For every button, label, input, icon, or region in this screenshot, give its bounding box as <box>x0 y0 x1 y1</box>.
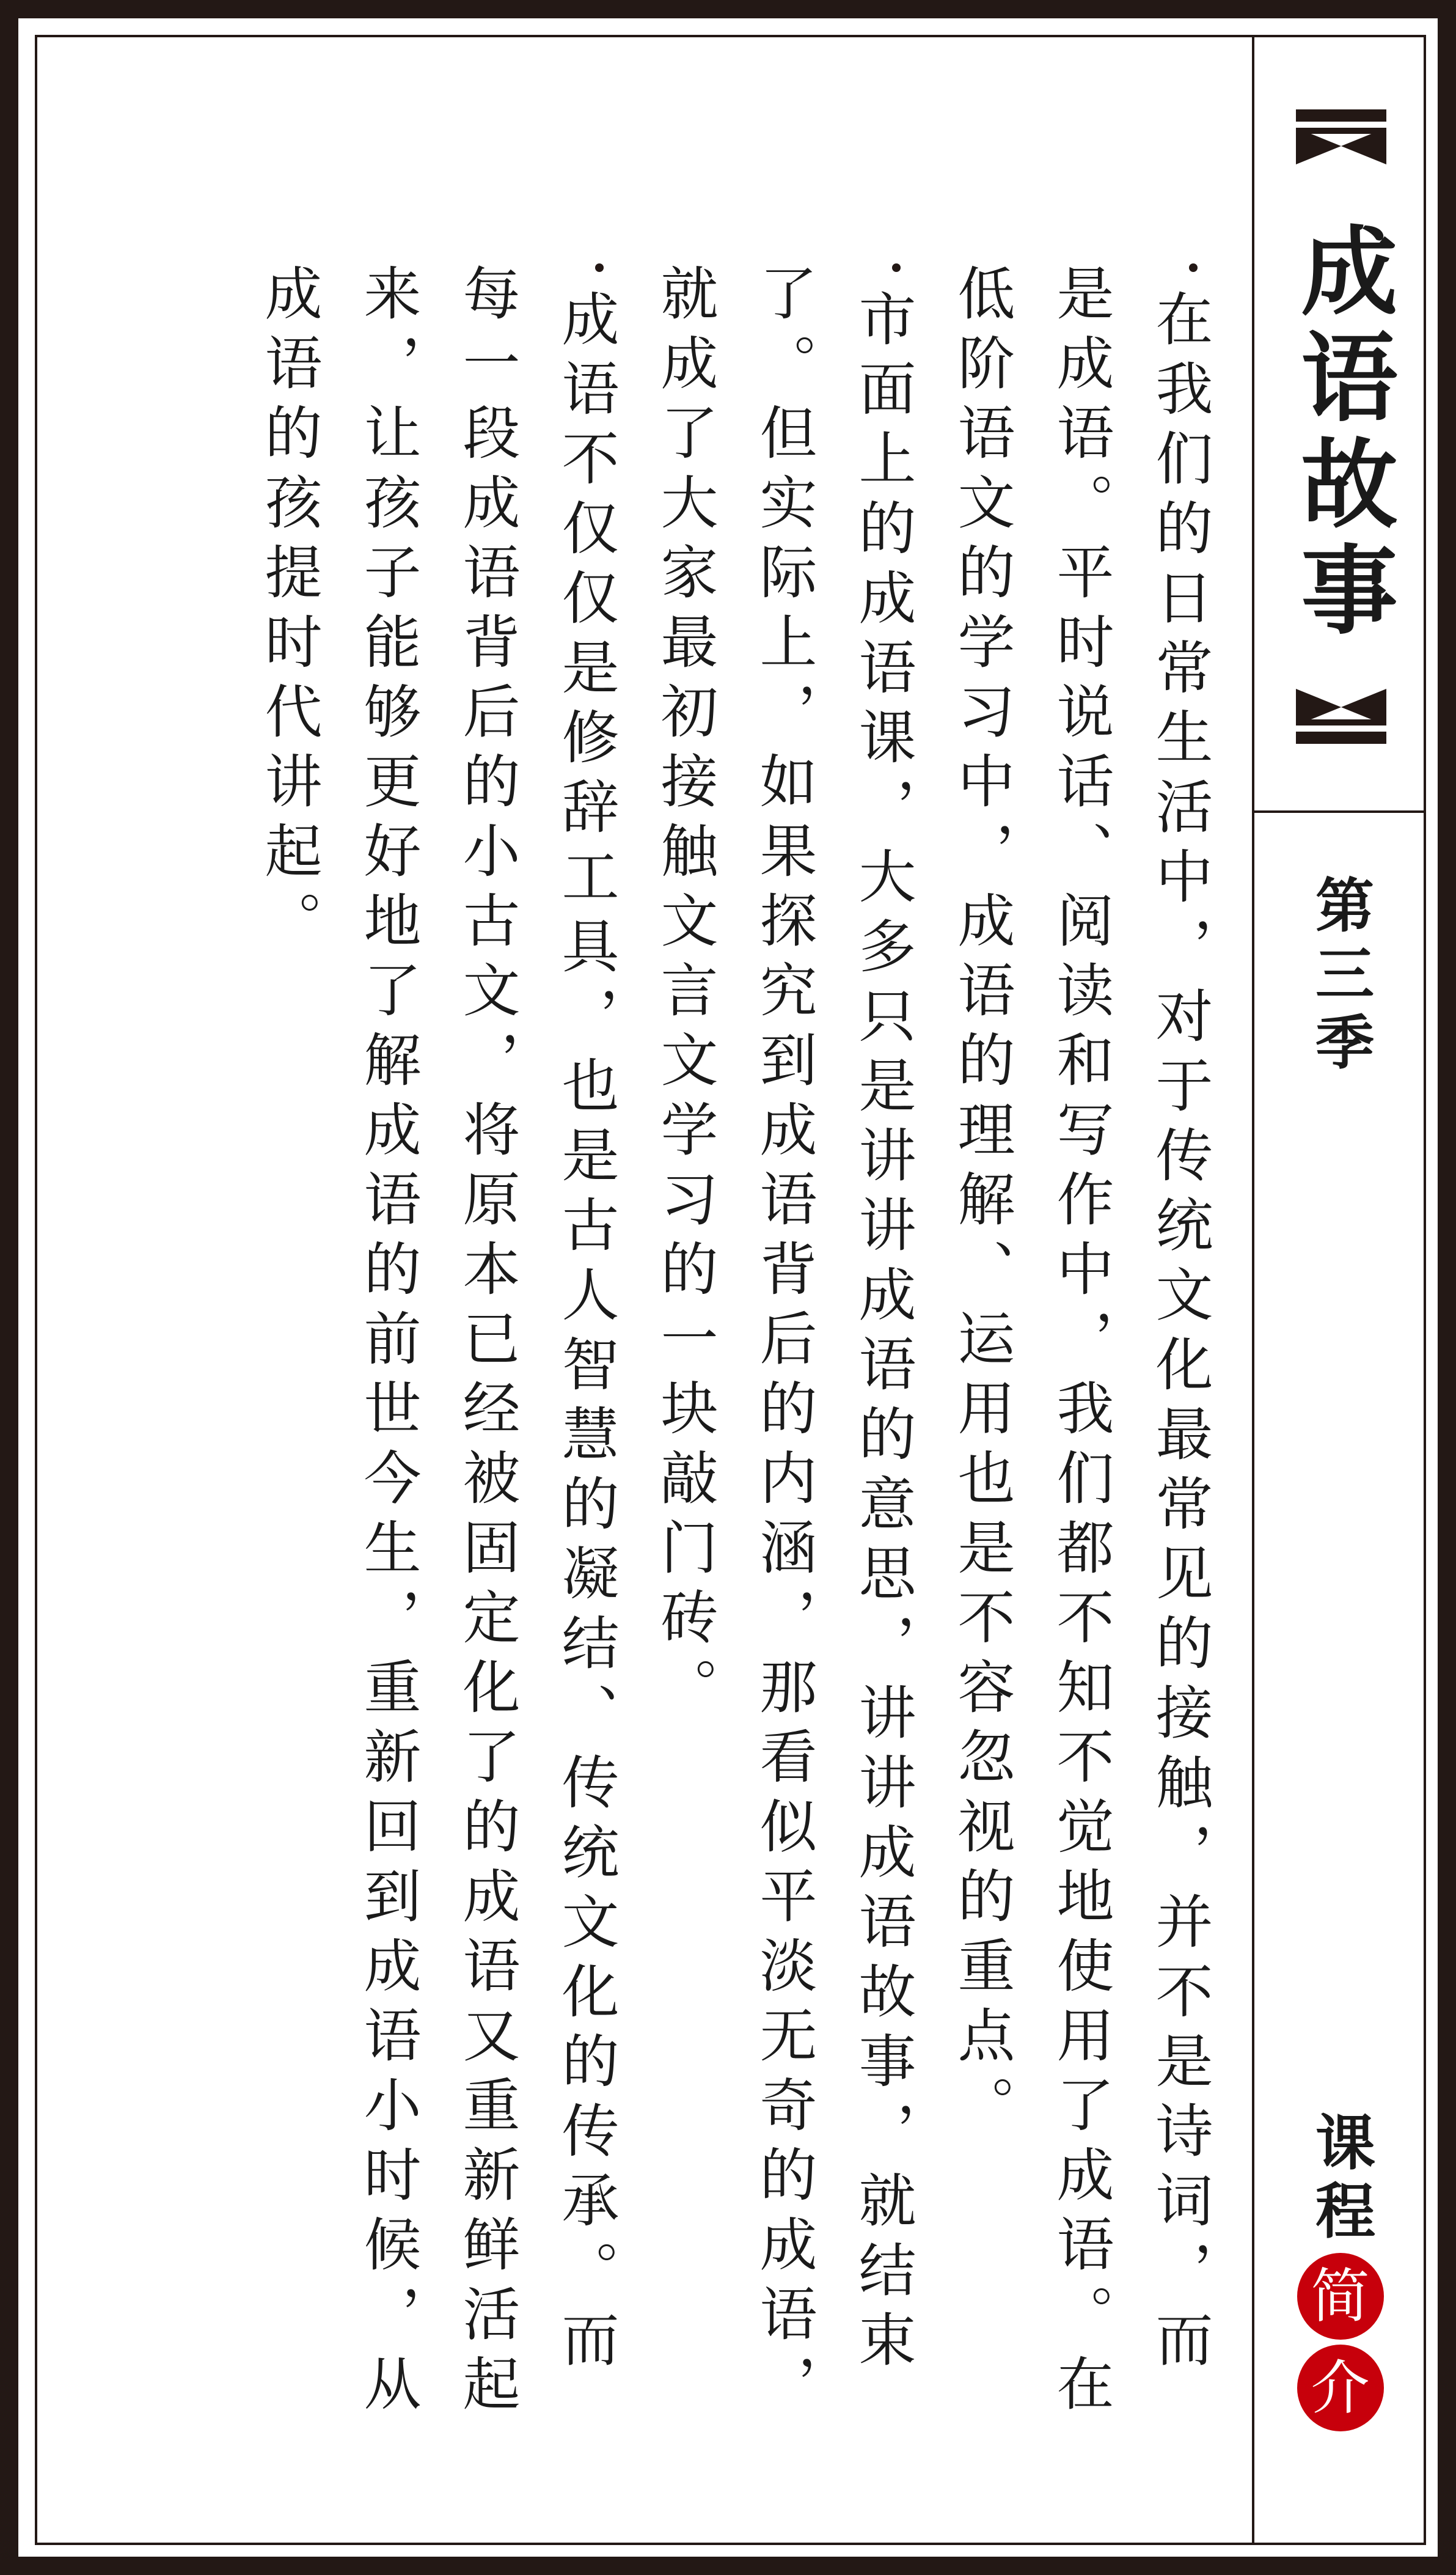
intro-circle-1: 简 <box>1297 2253 1384 2340</box>
inner-frame <box>35 35 1426 2545</box>
season-label: 第三季 <box>1306 875 1375 1080</box>
course-intro-label <box>1254 2111 1426 2431</box>
title-sidebar <box>1252 37 1426 2543</box>
course-title: 成语故事 <box>1285 221 1398 646</box>
title-top-bracket-icon <box>1296 109 1386 164</box>
paragraph-3: 成语不仅仅是修辞工具，也是古人智慧的凝结、传统文化的传承。而每一段成语背后的小古文，将原本已经被固定化了的成语又重新鲜活起来，让孩子能够更好地了解成语的前世今生，重新回到成语小时候，从成语的孩提时代讲起。 <box>238 263 634 2439</box>
paragraph-1: 在我们的日常生活中，对于传统文化最常见的接触，并不是诗词，而是成语。平时说话、阅读和写作中，我们都不知不觉地使用了成语。在低阶语文的学习中，成语的理解、运用也是不容忽视的重点。 <box>931 263 1228 2439</box>
season-label-wrap <box>1254 875 1426 1080</box>
title-block <box>1285 109 1398 744</box>
intro-circle-2: 介 <box>1297 2345 1384 2431</box>
intro-body <box>238 263 1228 2439</box>
title-bottom-bracket-icon <box>1296 689 1386 744</box>
sidebar-divider <box>1254 810 1426 813</box>
paragraph-2: 市面上的成语课，大多只是讲讲成语的意思，讲讲成语故事，就结束了。但实际上，如果探究到成语背后的内涵，那看似平淡无奇的成语，就成了大家最初接触文言文学习的一块敲门砖。 <box>634 263 931 2439</box>
intro-label-plain: 课程 <box>1305 2111 1376 2248</box>
